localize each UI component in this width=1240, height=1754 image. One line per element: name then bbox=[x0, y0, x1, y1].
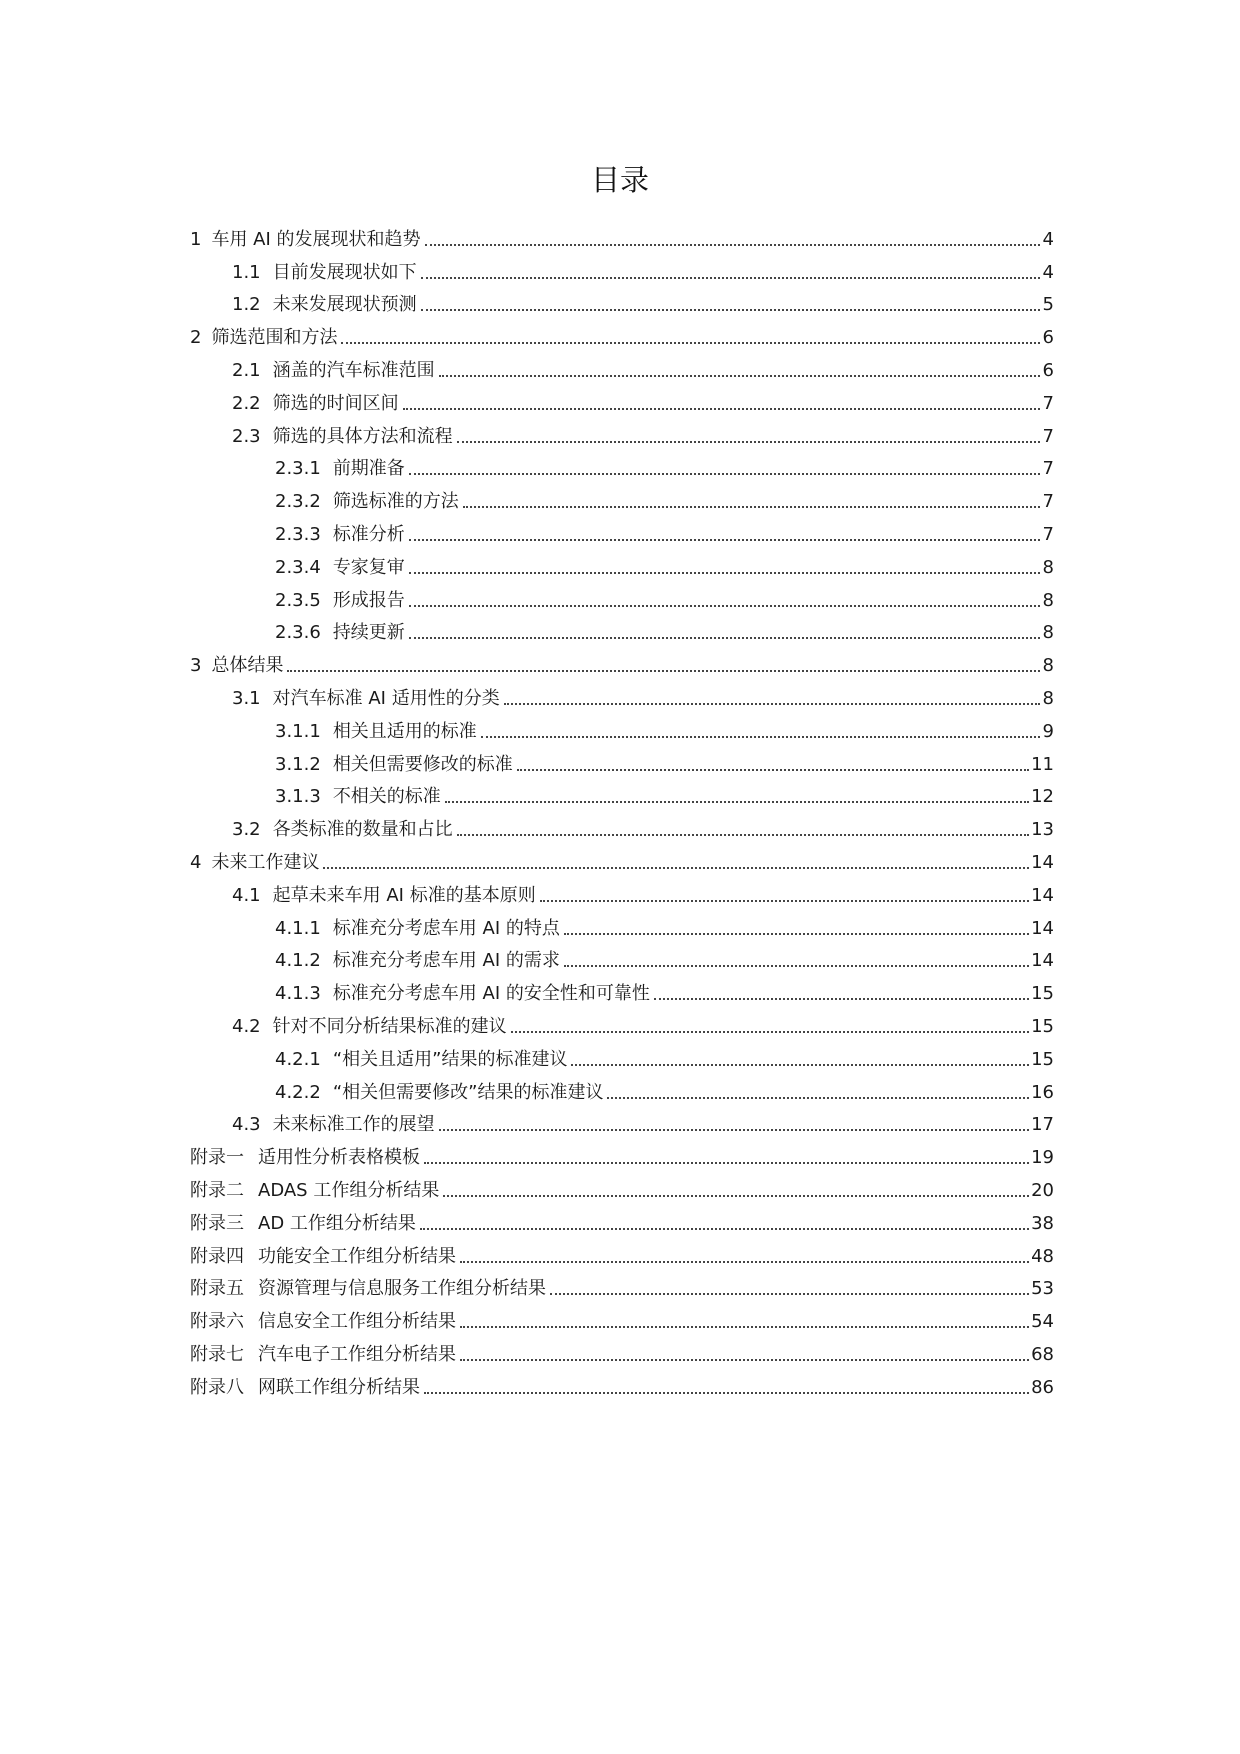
toc-entry-number: 附录三 bbox=[190, 1212, 244, 1234]
toc-entry[interactable] bbox=[190, 285, 1054, 318]
toc-entry-page-number: 14 bbox=[1031, 884, 1054, 906]
toc-entry-page-number: 4 bbox=[1042, 261, 1054, 283]
toc-entry-title: 筛选标准的方法 bbox=[332, 491, 459, 513]
toc-entry-number: 1 bbox=[190, 228, 202, 250]
toc-entry-title: AD 工作组分析结果 bbox=[258, 1212, 416, 1234]
toc-entry-number: 2.3 bbox=[232, 425, 261, 447]
toc-entry-number: 4.2.2 bbox=[275, 1081, 321, 1103]
toc-dot-leader bbox=[409, 637, 1040, 639]
toc-entry[interactable] bbox=[190, 1072, 1054, 1105]
toc-entry[interactable] bbox=[190, 580, 1054, 613]
toc-entry-page-number: 8 bbox=[1042, 655, 1054, 677]
toc-entry-title: 标准充分考虑车用 AI 的安全性和可靠性 bbox=[332, 983, 650, 1005]
toc-entry-number: 3.1.1 bbox=[275, 720, 321, 742]
toc-entry-number: 4.2.1 bbox=[275, 1048, 321, 1070]
toc-entry[interactable] bbox=[190, 1301, 1054, 1334]
toc-dot-leader bbox=[409, 605, 1040, 607]
toc-entry-page-number: 14 bbox=[1031, 851, 1054, 873]
toc-entry[interactable] bbox=[190, 1105, 1054, 1138]
toc-entry-number: 2.3.6 bbox=[275, 622, 321, 644]
toc-dot-leader bbox=[504, 703, 1040, 705]
toc-dot-leader bbox=[439, 1129, 1029, 1131]
toc-entry-title: 筛选的具体方法和流程 bbox=[272, 425, 453, 447]
toc-entry-number: 4.1.1 bbox=[275, 917, 321, 939]
toc-entry-number: 3.1 bbox=[232, 687, 261, 709]
toc-dot-leader bbox=[463, 506, 1040, 508]
toc-entry-title: 标准分析 bbox=[332, 523, 405, 545]
toc-entry-title: 相关且适用的标准 bbox=[332, 720, 477, 742]
toc-entry[interactable] bbox=[190, 613, 1054, 646]
toc-entry[interactable] bbox=[190, 449, 1054, 482]
toc-entry-page-number: 11 bbox=[1031, 753, 1054, 775]
toc-entry-number: 附录四 bbox=[190, 1245, 244, 1267]
toc-entry-title: 专家复审 bbox=[332, 556, 405, 578]
toc-entry[interactable] bbox=[190, 317, 1054, 350]
toc-entry-number: 附录一 bbox=[190, 1147, 244, 1169]
toc-dot-leader bbox=[571, 1064, 1029, 1066]
toc-entry-page-number: 20 bbox=[1031, 1179, 1054, 1201]
toc-entry-title: “相关但需要修改”结果的标准建议 bbox=[332, 1081, 604, 1103]
table-of-contents bbox=[190, 219, 1054, 1400]
toc-entry-page-number: 16 bbox=[1031, 1081, 1054, 1103]
toc-entry-number: 4.1 bbox=[232, 884, 261, 906]
toc-entry[interactable] bbox=[190, 809, 1054, 842]
toc-entry-page-number: 54 bbox=[1031, 1311, 1054, 1333]
toc-entry-title: 标准充分考虑车用 AI 的特点 bbox=[332, 917, 560, 939]
toc-entry-page-number: 14 bbox=[1031, 917, 1054, 939]
toc-entry-page-number: 38 bbox=[1031, 1212, 1054, 1234]
toc-entry-page-number: 7 bbox=[1042, 491, 1054, 513]
toc-dot-leader bbox=[424, 1162, 1029, 1164]
toc-entry-number: 4.1.2 bbox=[275, 950, 321, 972]
toc-entry[interactable] bbox=[190, 514, 1054, 547]
toc-entry-number: 附录六 bbox=[190, 1311, 244, 1333]
toc-dot-leader bbox=[564, 965, 1029, 967]
toc-entry[interactable] bbox=[190, 1334, 1054, 1367]
toc-dot-leader bbox=[439, 375, 1040, 377]
toc-entry-title: 相关但需要修改的标准 bbox=[332, 753, 513, 775]
toc-entry-title: 各类标准的数量和占比 bbox=[272, 819, 453, 841]
toc-dot-leader bbox=[460, 1326, 1029, 1328]
toc-entry-number: 附录八 bbox=[190, 1376, 244, 1398]
toc-entry[interactable] bbox=[190, 252, 1054, 285]
toc-entry-page-number: 48 bbox=[1031, 1245, 1054, 1267]
toc-entry-title: 涵盖的汽车标准范围 bbox=[272, 359, 435, 381]
toc-entry-number: 3.1.2 bbox=[275, 753, 321, 775]
toc-entry[interactable] bbox=[190, 350, 1054, 383]
toc-entry-page-number: 15 bbox=[1031, 1015, 1054, 1037]
toc-entry[interactable] bbox=[190, 219, 1054, 252]
toc-dot-leader bbox=[409, 572, 1040, 574]
toc-entry-page-number: 8 bbox=[1042, 687, 1054, 709]
toc-dot-leader bbox=[425, 244, 1040, 246]
toc-entry-title: 未来工作建议 bbox=[211, 851, 320, 873]
toc-entry-title: 车用 AI 的发展现状和趋势 bbox=[211, 228, 421, 250]
toc-entry-page-number: 6 bbox=[1042, 359, 1054, 381]
toc-entry-page-number: 68 bbox=[1031, 1343, 1054, 1365]
toc-dot-leader bbox=[424, 1392, 1029, 1394]
toc-entry-number: 2 bbox=[190, 327, 202, 349]
toc-entry-title: 网联工作组分析结果 bbox=[258, 1376, 420, 1398]
toc-entry-page-number: 8 bbox=[1042, 556, 1054, 578]
toc-entry-number: 2.3.2 bbox=[275, 491, 321, 513]
toc-entry-page-number: 15 bbox=[1031, 983, 1054, 1005]
toc-entry[interactable] bbox=[190, 678, 1054, 711]
toc-entry-title: 信息安全工作组分析结果 bbox=[258, 1311, 456, 1333]
toc-entry-page-number: 86 bbox=[1031, 1376, 1054, 1398]
toc-entry[interactable] bbox=[190, 875, 1054, 908]
toc-entry-title: 目前发展现状如下 bbox=[272, 261, 417, 283]
toc-entry-title: 对汽车标准 AI 适用性的分类 bbox=[272, 687, 500, 709]
toc-entry[interactable] bbox=[190, 481, 1054, 514]
toc-entry-number: 3.1.3 bbox=[275, 786, 321, 808]
toc-entry-number: 附录二 bbox=[190, 1179, 244, 1201]
toc-entry-page-number: 8 bbox=[1042, 622, 1054, 644]
toc-entry[interactable] bbox=[190, 711, 1054, 744]
toc-entry-title: 总体结果 bbox=[211, 655, 284, 677]
toc-entry-title: 资源管理与信息服务工作组分析结果 bbox=[258, 1278, 546, 1300]
toc-entry-page-number: 17 bbox=[1031, 1114, 1054, 1136]
toc-entry-title: 不相关的标准 bbox=[332, 786, 441, 808]
toc-entry-title: 筛选范围和方法 bbox=[211, 327, 338, 349]
toc-entry-number: 2.3.1 bbox=[275, 458, 321, 480]
toc-dot-leader bbox=[403, 408, 1040, 410]
toc-dot-leader bbox=[540, 900, 1029, 902]
toc-entry[interactable] bbox=[190, 842, 1054, 875]
toc-entry-number: 2.3.4 bbox=[275, 556, 321, 578]
toc-entry-title: 汽车电子工作组分析结果 bbox=[258, 1343, 456, 1365]
toc-dot-leader bbox=[457, 441, 1040, 443]
toc-dot-leader bbox=[323, 867, 1029, 869]
toc-dot-leader bbox=[287, 670, 1040, 672]
toc-entry[interactable] bbox=[190, 1236, 1054, 1269]
toc-entry-number: 4 bbox=[190, 851, 202, 873]
toc-dot-leader bbox=[445, 801, 1029, 803]
toc-dot-leader bbox=[341, 342, 1040, 344]
toc-entry[interactable] bbox=[190, 941, 1054, 974]
toc-entry-title: 前期准备 bbox=[332, 458, 405, 480]
toc-entry-page-number: 15 bbox=[1031, 1048, 1054, 1070]
toc-entry-page-number: 7 bbox=[1042, 523, 1054, 545]
toc-entry-page-number: 9 bbox=[1042, 720, 1054, 742]
toc-entry-title: 功能安全工作组分析结果 bbox=[258, 1245, 456, 1267]
toc-entry-page-number: 12 bbox=[1031, 786, 1054, 808]
toc-entry-title: ADAS 工作组分析结果 bbox=[258, 1179, 440, 1201]
toc-entry-page-number: 7 bbox=[1042, 392, 1054, 414]
toc-entry-number: 1.2 bbox=[232, 294, 261, 316]
toc-entry-page-number: 53 bbox=[1031, 1278, 1054, 1300]
toc-entry-title: 未来发展现状预测 bbox=[272, 294, 417, 316]
toc-entry[interactable] bbox=[190, 1137, 1054, 1170]
toc-entry-page-number: 6 bbox=[1042, 327, 1054, 349]
toc-dot-leader bbox=[654, 998, 1029, 1000]
toc-entry-page-number: 4 bbox=[1042, 228, 1054, 250]
toc-entry-title: 针对不同分析结果标准的建议 bbox=[272, 1015, 507, 1037]
toc-entry[interactable] bbox=[190, 1039, 1054, 1072]
toc-dot-leader bbox=[564, 933, 1029, 935]
toc-dot-leader bbox=[481, 736, 1040, 738]
toc-entry-number: 4.2 bbox=[232, 1015, 261, 1037]
toc-entry-number: 2.2 bbox=[232, 392, 261, 414]
toc-entry[interactable] bbox=[190, 383, 1054, 416]
toc-entry[interactable] bbox=[190, 744, 1054, 777]
toc-entry-page-number: 5 bbox=[1042, 294, 1054, 316]
toc-dot-leader bbox=[421, 277, 1040, 279]
toc-entry-number: 附录五 bbox=[190, 1278, 244, 1300]
toc-entry-number: 2.3.5 bbox=[275, 589, 321, 611]
toc-entry[interactable] bbox=[190, 908, 1054, 941]
toc-entry-number: 附录七 bbox=[190, 1343, 244, 1365]
toc-dot-leader bbox=[460, 1261, 1029, 1263]
toc-dot-leader bbox=[550, 1293, 1029, 1295]
toc-entry-title: “相关且适用”结果的标准建议 bbox=[332, 1048, 568, 1070]
toc-dot-leader bbox=[460, 1359, 1029, 1361]
toc-dot-leader bbox=[420, 1228, 1029, 1230]
toc-dot-leader bbox=[457, 834, 1029, 836]
toc-entry-title: 筛选的时间区间 bbox=[272, 392, 399, 414]
toc-dot-leader bbox=[607, 1097, 1029, 1099]
toc-entry-number: 2.1 bbox=[232, 359, 261, 381]
toc-entry-number: 1.1 bbox=[232, 261, 261, 283]
toc-entry-title: 持续更新 bbox=[332, 622, 405, 644]
toc-dot-leader bbox=[421, 309, 1040, 311]
toc-entry-number: 4.1.3 bbox=[275, 983, 321, 1005]
toc-entry-title: 适用性分析表格模板 bbox=[258, 1147, 420, 1169]
toc-entry[interactable] bbox=[190, 973, 1054, 1006]
toc-entry-number: 3 bbox=[190, 655, 202, 677]
toc-entry-title: 未来标准工作的展望 bbox=[272, 1114, 435, 1136]
toc-entry[interactable] bbox=[190, 645, 1054, 678]
toc-entry-number: 4.3 bbox=[232, 1114, 261, 1136]
toc-entry-page-number: 7 bbox=[1042, 458, 1054, 480]
toc-dot-leader bbox=[511, 1031, 1029, 1033]
toc-dot-leader bbox=[409, 473, 1040, 475]
toc-entry-title: 标准充分考虑车用 AI 的需求 bbox=[332, 950, 560, 972]
toc-entry-title: 起草未来车用 AI 标准的基本原则 bbox=[272, 884, 536, 906]
toc-entry-number: 3.2 bbox=[232, 819, 261, 841]
toc-entry[interactable] bbox=[190, 416, 1054, 449]
toc-entry[interactable] bbox=[190, 777, 1054, 810]
page-title: 目录 bbox=[590, 163, 649, 197]
toc-entry-page-number: 13 bbox=[1031, 819, 1054, 841]
toc-entry-title: 形成报告 bbox=[332, 589, 405, 611]
toc-entry[interactable] bbox=[190, 547, 1054, 580]
toc-entry-page-number: 8 bbox=[1042, 589, 1054, 611]
toc-entry[interactable] bbox=[190, 1367, 1054, 1400]
toc-entry-page-number: 14 bbox=[1031, 950, 1054, 972]
toc-entry[interactable] bbox=[190, 1006, 1054, 1039]
toc-entry-page-number: 19 bbox=[1031, 1147, 1054, 1169]
toc-entry[interactable] bbox=[190, 1203, 1054, 1236]
toc-entry[interactable] bbox=[190, 1269, 1054, 1302]
toc-entry-number: 2.3.3 bbox=[275, 523, 321, 545]
toc-dot-leader bbox=[443, 1195, 1029, 1197]
toc-entry[interactable] bbox=[190, 1170, 1054, 1203]
toc-dot-leader bbox=[409, 539, 1040, 541]
toc-dot-leader bbox=[517, 769, 1029, 771]
toc-entry-page-number: 7 bbox=[1042, 425, 1054, 447]
